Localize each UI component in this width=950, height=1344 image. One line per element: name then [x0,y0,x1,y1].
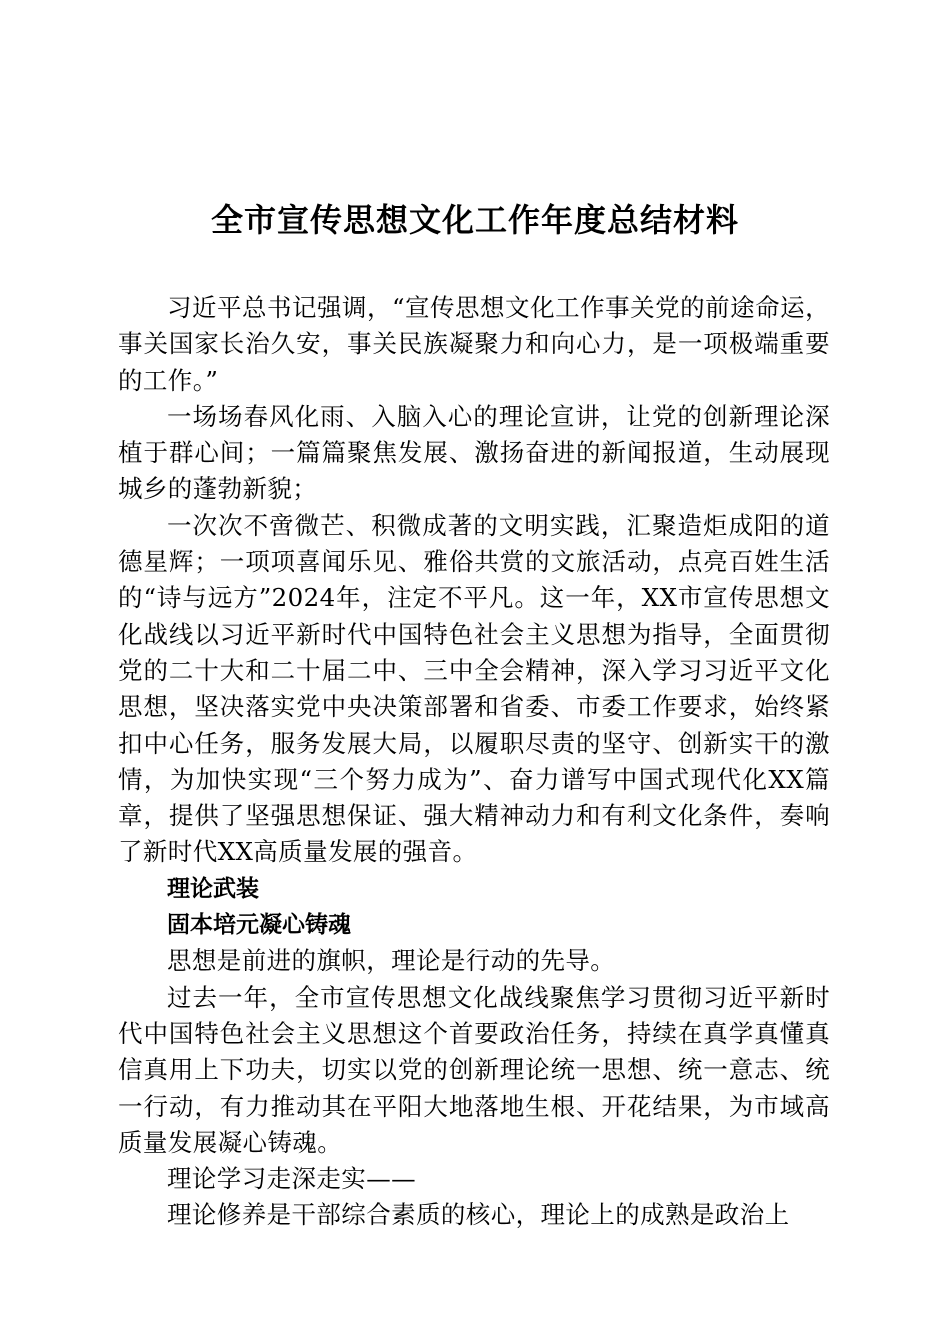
document-title: 全市宣传思想文化工作年度总结材料 [210,201,739,239]
body-paragraph: 一次次不啻微芒、积微成著的文明实践，汇聚造炬成阳的道德星辉；一项项喜闻乐见、雅俗共赏的文旅活动，点亮百姓生活的“诗与远方”2024年，注定不平凡。这一年，XX市宣传思想文化战线以习近平新时代中国特色社会主义思想为指导，全面贯彻党的二十大和二十届二中、三中全会精神，深入学习习近平文化思想，坚决落实党中央决策部署和省委、市委工作要求，始终紧扣中心任务，服务发展大局，以履职尽责的坚守、创新实干的激情，为加快实现“三个努力成为”、奋力谱写中国式现代化XX篇章，提供了坚强思想保证、强大精神动力和有利文化条件，奏响了新时代XX高质量发展的强音。 [118,510,830,867]
intro-paragraph: 习近平总书记强调，“宣传思想文化工作事关党的前途命运，事关国家长治久安，事关民族凝聚力和向心力，是一项极端重要的工作。” [118,293,830,395]
section-heading: 理论武装 [166,875,259,902]
body-paragraph: 一场场春风化雨、入脑入心的理论宣讲，让党的创新理论深植于群心间；一篇篇聚焦发展、激扬奋进的新闻报道，生动展现城乡的蓬勃新貌； [118,401,830,504]
section-subheading: 固本培元凝心铸魂 [166,912,351,939]
section-paragraph: 思想是前进的旗帜，理论是行动的先导。 [167,946,616,976]
document-body [118,290,830,1234]
section-paragraph: 理论修养是干部综合素质的核心，理论上的成熟是政治上 [167,1200,790,1230]
section-paragraph: 理论学习走深走实—— [167,1164,416,1194]
section-paragraph: 过去一年，全市宣传思想文化战线聚焦学习贯彻习近平新时代中国特色社会主义思想这个首要政治任务，持续在真学真懂真信真用上下功夫，切实以党的创新理论统一思想、统一意志、统一行动，有力推动其在平阳大地落地生根、开花结果，为市域高质量发展凝心铸魂。 [118,982,830,1157]
